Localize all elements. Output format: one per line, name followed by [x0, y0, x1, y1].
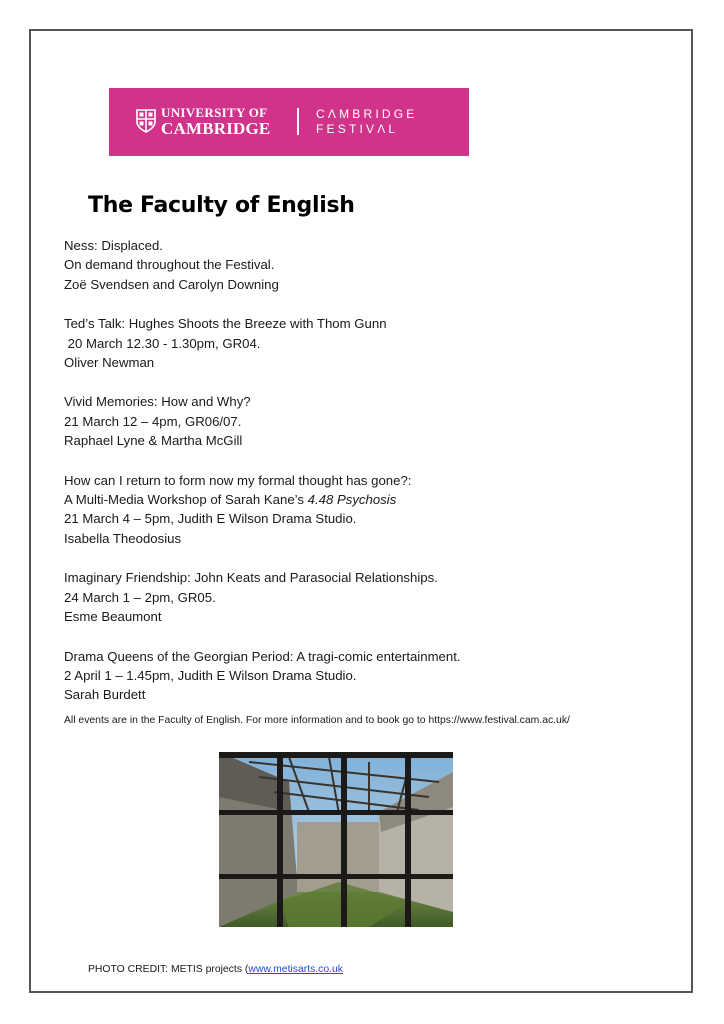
event-item [64, 236, 664, 294]
event-title: How can I return to form now my formal thought has gone?: [64, 472, 412, 488]
event-subtitle-text: A Multi-Media Workshop of Sarah Kane’s [64, 492, 308, 508]
event-speaker: Oliver Newman [64, 355, 155, 371]
event-time: 24 March 1 – 2pm, GR05. [64, 589, 216, 605]
event-list [64, 236, 664, 725]
event-item [64, 471, 664, 549]
event-subtitle [64, 490, 664, 509]
event-item [64, 392, 664, 450]
photo-illustration [219, 752, 453, 927]
event-speaker: Isabella Theodosius [64, 530, 182, 546]
event-speaker: Esme Beaumont [64, 609, 162, 625]
event-title: Drama Queens of the Georgian Period: A tragi-comic entertainment. [64, 648, 461, 664]
festival-line2: FESTIVΛL [316, 122, 399, 136]
event-title: Imaginary Friendship: John Keats and Parasocial Relationships. [64, 570, 438, 586]
event-speaker: Sarah Burdett [64, 687, 146, 703]
event-time: 21 March 12 – 4pm, GR06/07. [64, 413, 242, 429]
event-speaker: Raphael Lyne & Martha McGill [64, 433, 243, 449]
event-title: Ted’s Talk: Hughes Shoots the Breeze with Thom Gunn [64, 316, 387, 332]
photo-credit-text: PHOTO CREDIT: METIS projects ( [88, 964, 249, 975]
derelict-building-photo [219, 752, 453, 927]
event-time: 2 April 1 – 1.45pm, Judith E Wilson Drama Studio. [64, 667, 357, 683]
event-time: On demand throughout the Festival. [64, 257, 275, 273]
banner-divider [297, 108, 299, 135]
booking-note: All events are in the Faculty of English. For more information and to book go to https://www.festival.cam.ac.uk/ [64, 715, 570, 726]
event-time: 21 March 4 – 5pm, Judith E Wilson Drama Studio. [64, 511, 357, 527]
event-item [64, 568, 664, 626]
university-wordmark [161, 106, 270, 137]
event-title: Ness: Displaced. [64, 238, 163, 253]
photo-credit-link[interactable]: www.metisarts.co.uk [248, 964, 344, 975]
event-subtitle-italic: 4.48 Psychosis [307, 492, 397, 508]
cambridge-festival-banner [109, 88, 469, 156]
university-crest-icon [136, 109, 156, 133]
event-title: Vivid Memories: How and Why? [64, 394, 251, 410]
page-title: The Faculty of English [88, 193, 355, 218]
festival-line1: CΛMBRIDGE [316, 107, 418, 121]
event-item [64, 314, 664, 372]
university-line1: UNIVERSITY OF [161, 105, 268, 120]
university-line2: CAMBRIDGE [161, 119, 271, 138]
event-speaker: Zoë Svendsen and Carolyn Downing [64, 276, 279, 292]
festival-wordmark [316, 107, 418, 137]
photo-credit [88, 964, 343, 975]
event-item [64, 647, 664, 705]
event-time: 20 March 12.30 - 1.30pm, GR04. [64, 335, 261, 351]
